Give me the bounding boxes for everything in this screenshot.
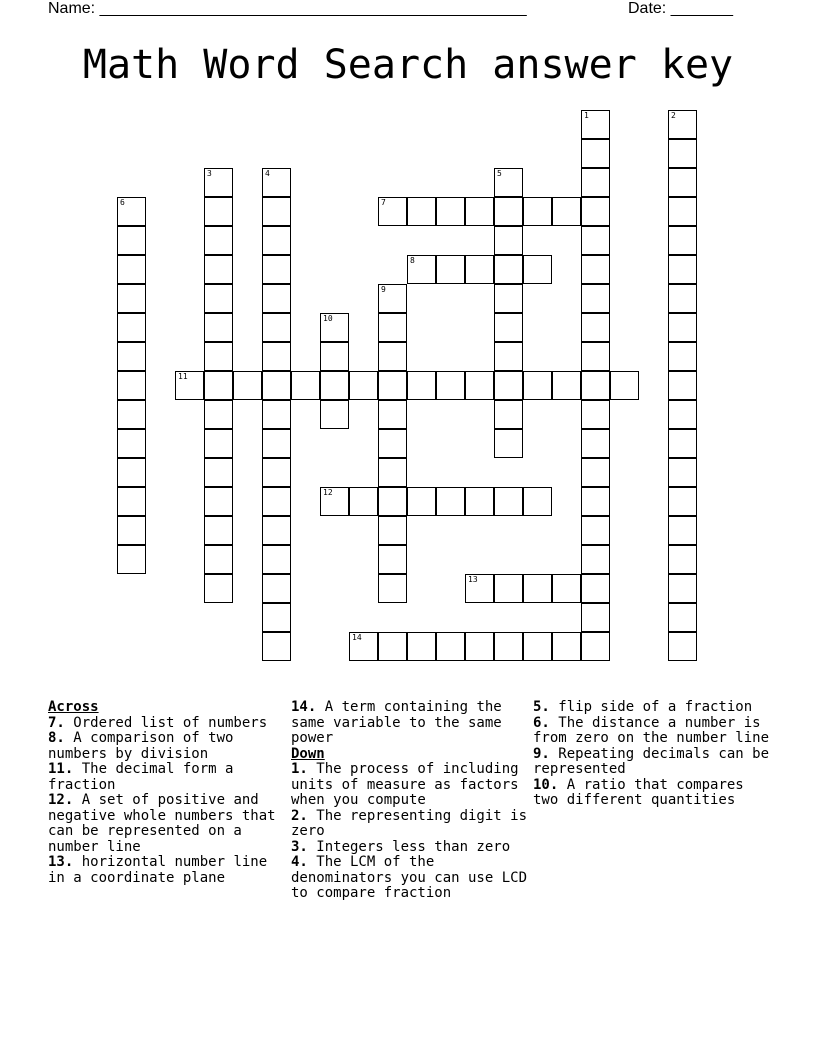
across-clue-list-continued — [291, 700, 527, 747]
grid-cell[interactable] — [436, 487, 465, 516]
grid-cell[interactable] — [349, 371, 378, 400]
grid-cell[interactable] — [204, 168, 233, 197]
grid-cell[interactable] — [581, 487, 610, 516]
grid-cell[interactable] — [117, 400, 146, 429]
grid-cell[interactable] — [465, 197, 494, 226]
clue-item — [291, 700, 527, 747]
clue-number: 9 — [381, 285, 386, 294]
grid-cell[interactable] — [610, 371, 639, 400]
down-clue-list — [291, 762, 527, 902]
page-title: Math Word Search answer key — [82, 42, 734, 88]
clue-item — [48, 793, 284, 855]
clue-item — [291, 840, 527, 856]
clue-item-number: 1. — [291, 761, 308, 777]
grid-cell[interactable] — [378, 429, 407, 458]
clues-column-3 — [533, 700, 773, 809]
clue-item — [533, 700, 773, 716]
grid-cell[interactable] — [668, 458, 697, 487]
grid-cell[interactable] — [204, 458, 233, 487]
grid-cell[interactable] — [523, 371, 552, 400]
clue-item-text: Repeating decimals can be represented — [533, 745, 770, 777]
across-clue-list — [48, 716, 284, 887]
grid-cell[interactable] — [407, 632, 436, 661]
grid-cell[interactable] — [320, 487, 349, 516]
grid-cell[interactable] — [465, 574, 494, 603]
grid-cell[interactable] — [262, 313, 291, 342]
grid-cell[interactable] — [465, 255, 494, 284]
clues-column-1 — [48, 700, 284, 886]
grid-cell[interactable] — [204, 284, 233, 313]
grid-cell[interactable] — [378, 487, 407, 516]
grid-cell[interactable] — [668, 313, 697, 342]
grid-cell[interactable] — [175, 371, 204, 400]
grid-cell[interactable] — [262, 284, 291, 313]
grid-cell[interactable] — [523, 255, 552, 284]
clue-item-number: 13. — [48, 854, 74, 870]
clue-item-number: 2. — [291, 807, 308, 824]
grid-cell[interactable] — [204, 255, 233, 284]
clue-item — [48, 716, 284, 732]
grid-cell[interactable] — [378, 458, 407, 487]
grid-cell[interactable] — [668, 371, 697, 400]
clue-item-number: 14. — [291, 699, 317, 715]
grid-cell[interactable] — [668, 110, 697, 139]
clue-item — [533, 716, 773, 747]
grid-cell[interactable] — [262, 197, 291, 226]
clue-number: 5 — [497, 169, 502, 178]
grid-cell[interactable] — [668, 429, 697, 458]
grid-cell[interactable] — [117, 255, 146, 284]
grid-cell[interactable] — [262, 632, 291, 661]
grid-cell[interactable] — [668, 574, 697, 603]
clue-item-text: The LCM of the denominators you can use LCD to compare fraction — [291, 854, 528, 901]
clue-number: 12 — [323, 488, 333, 497]
grid-cell[interactable] — [581, 110, 610, 139]
grid-cell[interactable] — [262, 574, 291, 603]
grid-cell[interactable] — [117, 516, 146, 545]
grid-cell[interactable] — [204, 487, 233, 516]
grid-cell[interactable] — [494, 168, 523, 197]
clue-item — [291, 855, 527, 902]
grid-cell[interactable] — [494, 487, 523, 516]
name-field-label: Name: ________________________________________________ — [48, 0, 527, 17]
grid-cell[interactable] — [262, 516, 291, 545]
clue-number: 8 — [410, 256, 415, 265]
grid-cell[interactable] — [581, 429, 610, 458]
grid-cell[interactable] — [668, 342, 697, 371]
grid-cell[interactable] — [262, 429, 291, 458]
clue-item-text: The distance a number is from zero on the number line — [533, 714, 770, 746]
grid-cell[interactable] — [407, 487, 436, 516]
grid-cell[interactable] — [494, 284, 523, 313]
grid-cell[interactable] — [581, 603, 610, 632]
grid-cell[interactable] — [668, 255, 697, 284]
clue-number: 10 — [323, 314, 333, 323]
grid-cell[interactable] — [204, 545, 233, 574]
grid-cell[interactable] — [378, 400, 407, 429]
grid-cell[interactable] — [117, 197, 146, 226]
grid-cell[interactable] — [262, 226, 291, 255]
grid-cell[interactable] — [262, 342, 291, 371]
grid-cell[interactable] — [494, 632, 523, 661]
clue-item-number: 12. — [48, 792, 74, 808]
clue-item — [533, 747, 773, 778]
clue-item-text: A set of positive and negative whole numbers that can be represented on a number line — [48, 792, 276, 855]
grid-cell[interactable] — [407, 371, 436, 400]
grid-cell[interactable] — [378, 545, 407, 574]
grid-cell[interactable] — [378, 342, 407, 371]
grid-cell[interactable] — [436, 255, 465, 284]
clue-number: 1 — [584, 111, 589, 120]
grid-cell[interactable] — [668, 516, 697, 545]
clue-item-text: Integers less than zero — [307, 838, 511, 855]
grid-cell[interactable] — [204, 400, 233, 429]
grid-cell[interactable] — [494, 400, 523, 429]
clue-item-number: 6. — [533, 714, 550, 731]
grid-cell[interactable] — [291, 371, 320, 400]
grid-cell[interactable] — [581, 458, 610, 487]
grid-cell[interactable] — [320, 342, 349, 371]
clue-item-text: The decimal form a fraction — [48, 761, 234, 793]
grid-cell[interactable] — [117, 342, 146, 371]
grid-cell[interactable] — [668, 139, 697, 168]
clues-column-2 — [291, 700, 527, 902]
clue-item — [291, 762, 527, 809]
grid-cell[interactable] — [378, 632, 407, 661]
clue-item-number: 5. — [533, 699, 550, 715]
grid-cell[interactable] — [204, 342, 233, 371]
clue-number: 6 — [120, 198, 125, 207]
grid-cell[interactable] — [494, 429, 523, 458]
grid-cell[interactable] — [581, 342, 610, 371]
clue-number: 11 — [178, 372, 188, 381]
down-heading: Down — [291, 745, 325, 762]
grid-cell[interactable] — [581, 632, 610, 661]
clue-number: 4 — [265, 169, 270, 178]
grid-cell[interactable] — [262, 168, 291, 197]
clue-item-text: horizontal number line in a coordinate plane — [48, 854, 268, 886]
grid-cell[interactable] — [117, 487, 146, 516]
grid-cell[interactable] — [668, 603, 697, 632]
clue-item — [533, 778, 773, 809]
grid-cell[interactable] — [581, 197, 610, 226]
grid-cell[interactable] — [204, 516, 233, 545]
grid-cell[interactable] — [262, 255, 291, 284]
grid-cell[interactable] — [378, 284, 407, 313]
clue-item-number: 9. — [533, 745, 550, 762]
clue-item-number: 11. — [48, 761, 74, 777]
grid-cell[interactable] — [349, 487, 378, 516]
grid-cell[interactable] — [378, 516, 407, 545]
clue-item-number: 7. — [48, 714, 65, 731]
grid-cell[interactable] — [262, 458, 291, 487]
grid-cell[interactable] — [117, 226, 146, 255]
grid-cell[interactable] — [523, 197, 552, 226]
grid-cell[interactable] — [262, 545, 291, 574]
grid-cell[interactable] — [320, 371, 349, 400]
grid-cell[interactable] — [581, 371, 610, 400]
grid-cell[interactable] — [378, 313, 407, 342]
clue-item — [48, 762, 284, 793]
grid-cell[interactable] — [668, 545, 697, 574]
grid-cell[interactable] — [204, 197, 233, 226]
across-heading: Across — [48, 699, 99, 715]
grid-cell[interactable] — [349, 632, 378, 661]
clue-item — [48, 731, 284, 762]
grid-cell[interactable] — [494, 255, 523, 284]
grid-cell[interactable] — [494, 371, 523, 400]
grid-cell[interactable] — [581, 255, 610, 284]
grid-cell[interactable] — [204, 429, 233, 458]
grid-cell[interactable] — [668, 632, 697, 661]
grid-cell[interactable] — [581, 545, 610, 574]
grid-cell[interactable] — [117, 313, 146, 342]
grid-cell[interactable] — [552, 574, 581, 603]
grid-cell[interactable] — [494, 342, 523, 371]
grid-cell[interactable] — [581, 168, 610, 197]
grid-cell[interactable] — [494, 197, 523, 226]
clue-item-text: The representing digit is zero — [291, 807, 528, 839]
grid-cell[interactable] — [436, 371, 465, 400]
grid-cell[interactable] — [668, 400, 697, 429]
grid-cell[interactable] — [117, 429, 146, 458]
clue-item-text: flip side of a fraction — [549, 699, 753, 715]
grid-cell[interactable] — [668, 487, 697, 516]
grid-cell[interactable] — [262, 400, 291, 429]
grid-cell[interactable] — [262, 371, 291, 400]
grid-cell[interactable] — [262, 603, 291, 632]
grid-cell[interactable] — [523, 487, 552, 516]
grid-cell[interactable] — [494, 226, 523, 255]
grid-cell[interactable] — [581, 574, 610, 603]
grid-cell[interactable] — [581, 284, 610, 313]
clue-item — [291, 809, 527, 840]
grid-cell[interactable] — [668, 284, 697, 313]
grid-cell[interactable] — [378, 371, 407, 400]
grid-cell[interactable] — [523, 632, 552, 661]
clue-item-number: 10. — [533, 776, 559, 793]
grid-cell[interactable] — [117, 458, 146, 487]
grid-cell[interactable] — [117, 284, 146, 313]
clue-item-number: 8. — [48, 730, 65, 746]
grid-cell[interactable] — [668, 168, 697, 197]
grid-cell[interactable] — [581, 400, 610, 429]
grid-cell[interactable] — [523, 574, 552, 603]
grid-cell[interactable] — [436, 197, 465, 226]
clue-number: 13 — [468, 575, 478, 584]
grid-cell[interactable] — [320, 313, 349, 342]
grid-cell[interactable] — [204, 313, 233, 342]
grid-cell[interactable] — [465, 487, 494, 516]
grid-cell[interactable] — [465, 632, 494, 661]
grid-cell[interactable] — [581, 139, 610, 168]
clue-item-text: A comparison of two numbers by division — [48, 730, 234, 762]
grid-cell[interactable] — [581, 313, 610, 342]
grid-cell[interactable] — [233, 371, 262, 400]
grid-cell[interactable] — [117, 545, 146, 574]
grid-cell[interactable] — [204, 226, 233, 255]
grid-cell[interactable] — [581, 516, 610, 545]
grid-cell[interactable] — [262, 487, 291, 516]
grid-cell[interactable] — [581, 226, 610, 255]
date-field-label: Date: _______ — [628, 0, 733, 17]
clue-item-number: 4. — [291, 854, 308, 870]
down-clue-list-continued — [533, 700, 773, 809]
clue-item-text: A term containing the same variable to the same power — [291, 699, 502, 746]
grid-cell[interactable] — [552, 197, 581, 226]
grid-cell[interactable] — [320, 400, 349, 429]
grid-cell[interactable] — [668, 226, 697, 255]
grid-cell[interactable] — [204, 371, 233, 400]
grid-cell[interactable] — [494, 574, 523, 603]
clue-item — [48, 855, 284, 886]
clue-item-number: 3. — [291, 838, 308, 855]
grid-cell[interactable] — [117, 371, 146, 400]
clue-number: 2 — [671, 111, 676, 120]
grid-cell[interactable] — [407, 255, 436, 284]
grid-cell[interactable] — [494, 313, 523, 342]
clue-item-text: Ordered list of numbers — [64, 714, 268, 731]
grid-cell[interactable] — [378, 574, 407, 603]
grid-cell[interactable] — [204, 574, 233, 603]
clue-item-text: The process of including units of measure as factors when you compute — [291, 761, 519, 808]
grid-cell[interactable] — [407, 197, 436, 226]
clue-item-text: A ratio that compares two different quantities — [533, 776, 744, 808]
clue-number: 14 — [352, 633, 362, 642]
clue-number: 7 — [381, 198, 386, 207]
clue-number: 3 — [207, 169, 212, 178]
grid-cell[interactable] — [552, 371, 581, 400]
grid-cell[interactable] — [552, 632, 581, 661]
grid-cell[interactable] — [668, 197, 697, 226]
grid-cell[interactable] — [436, 632, 465, 661]
grid-cell[interactable] — [378, 197, 407, 226]
grid-cell[interactable] — [465, 371, 494, 400]
